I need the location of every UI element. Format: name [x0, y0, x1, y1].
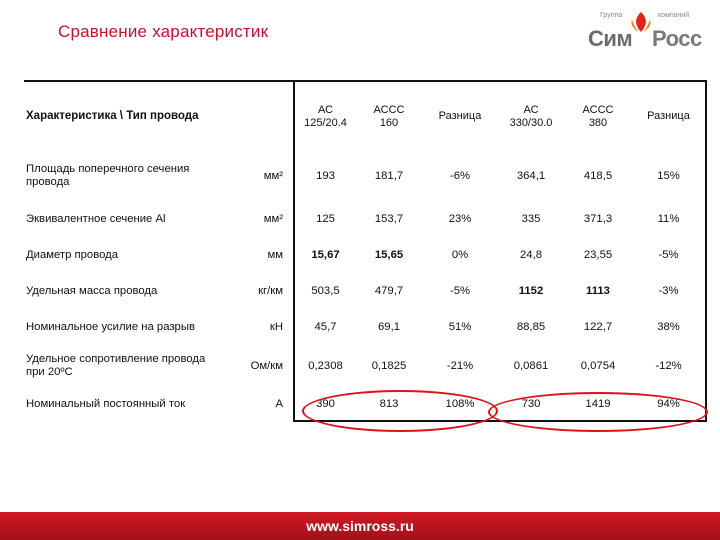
- row-unit: мм: [267, 249, 283, 261]
- row-value: 371,3: [583, 213, 613, 225]
- row-value: 364,1: [516, 170, 546, 182]
- row-value: -5%: [632, 237, 706, 273]
- row-value: 38%: [632, 309, 706, 345]
- highlight-oval-1: [302, 390, 498, 432]
- row-value: 15,67: [294, 237, 356, 273]
- row-label: Площадь поперечного сечения провода: [26, 163, 190, 188]
- row-label: Удельная масса провода: [26, 284, 158, 297]
- header-col-ac-330: АС 330/30.0: [498, 81, 564, 151]
- row-value: 0,0754: [580, 360, 616, 372]
- row-value: 45,7: [294, 309, 356, 345]
- table-row: [24, 151, 706, 201]
- row-unit: кг/км: [258, 285, 283, 297]
- row-value: 153,7: [374, 213, 404, 225]
- row-value: 503,5: [294, 273, 356, 309]
- row-unit: мм²: [263, 170, 283, 182]
- row-unit: кН: [269, 321, 283, 333]
- row-value: 181,7: [374, 170, 404, 182]
- footer-bar: [0, 512, 720, 540]
- highlight-oval-2: [488, 392, 708, 432]
- row-value: 418,5: [583, 170, 613, 182]
- row-value: 193: [294, 151, 356, 201]
- row-value: -12%: [632, 345, 706, 387]
- company-logo: [560, 8, 710, 54]
- row-value: 108%: [422, 387, 498, 421]
- table-header-row: [24, 81, 706, 151]
- row-unit: А: [275, 398, 283, 410]
- row-value: 24,8: [520, 249, 542, 261]
- row-label: Номинальный постоянный ток: [26, 397, 186, 410]
- row-value: 0%: [451, 249, 469, 261]
- row-value: 15%: [632, 151, 706, 201]
- header-label: Характеристика \ Тип провода: [24, 81, 294, 151]
- row-label: Номинальное усилие на разрыв: [26, 320, 195, 333]
- comparison-table: [24, 80, 707, 422]
- row-value: 0,2308: [294, 345, 356, 387]
- logo-caption-left: Группа: [600, 12, 623, 19]
- row-value: 23,55: [583, 249, 613, 261]
- row-value: 122,7: [583, 321, 613, 333]
- table-row: [24, 309, 706, 345]
- row-value: 94%: [632, 387, 706, 421]
- row-value: 51%: [448, 321, 472, 333]
- row-value: -5%: [449, 285, 471, 297]
- row-value: 15,65: [374, 249, 404, 261]
- header-col-diff-2: Разница: [632, 81, 706, 151]
- row-value: 335: [521, 213, 541, 225]
- row-value: 813: [356, 387, 422, 421]
- header-col-accc-160: АССС 160: [356, 81, 422, 151]
- table-row: [24, 273, 706, 309]
- row-value: -6%: [449, 170, 471, 182]
- row-label: Удельное сопротивление провода при 20ºС: [26, 353, 206, 378]
- header-col-accc-380: АССС 380: [564, 81, 632, 151]
- row-label: Эквивалентное сечение Al: [26, 212, 166, 225]
- table-row: [24, 345, 706, 387]
- header-col-diff-1: Разница: [422, 81, 498, 151]
- logo-caption-right: компаний: [658, 12, 690, 19]
- row-value: 0,0861: [513, 360, 549, 372]
- row-value: 390: [294, 387, 356, 421]
- row-value: 730: [498, 387, 564, 421]
- row-value: 125: [294, 201, 356, 237]
- row-unit: мм²: [263, 213, 283, 225]
- row-unit: Ом/км: [250, 360, 283, 372]
- row-value: 1152: [518, 285, 544, 297]
- logo-word-left: Сим: [588, 26, 633, 51]
- row-value: 23%: [448, 213, 472, 225]
- page-title: Сравнение характеристик: [58, 22, 269, 41]
- row-label: Диаметр провода: [26, 248, 118, 261]
- row-value: -3%: [632, 273, 706, 309]
- logo-word-right: Росс: [652, 26, 702, 51]
- row-value: 1113: [586, 285, 610, 297]
- row-value: 479,7: [374, 285, 404, 297]
- row-value: 0,1825: [371, 360, 407, 372]
- header-col-ac-125: АС 125/20.4: [294, 81, 356, 151]
- table-row: [24, 237, 706, 273]
- row-value: 69,1: [378, 321, 400, 333]
- row-value: -21%: [446, 360, 474, 372]
- row-value: 1419: [564, 387, 632, 421]
- row-value: 11%: [632, 201, 706, 237]
- footer-url[interactable]: www.simross.ru: [306, 518, 414, 534]
- table-row: [24, 201, 706, 237]
- row-value: 88,85: [516, 321, 546, 333]
